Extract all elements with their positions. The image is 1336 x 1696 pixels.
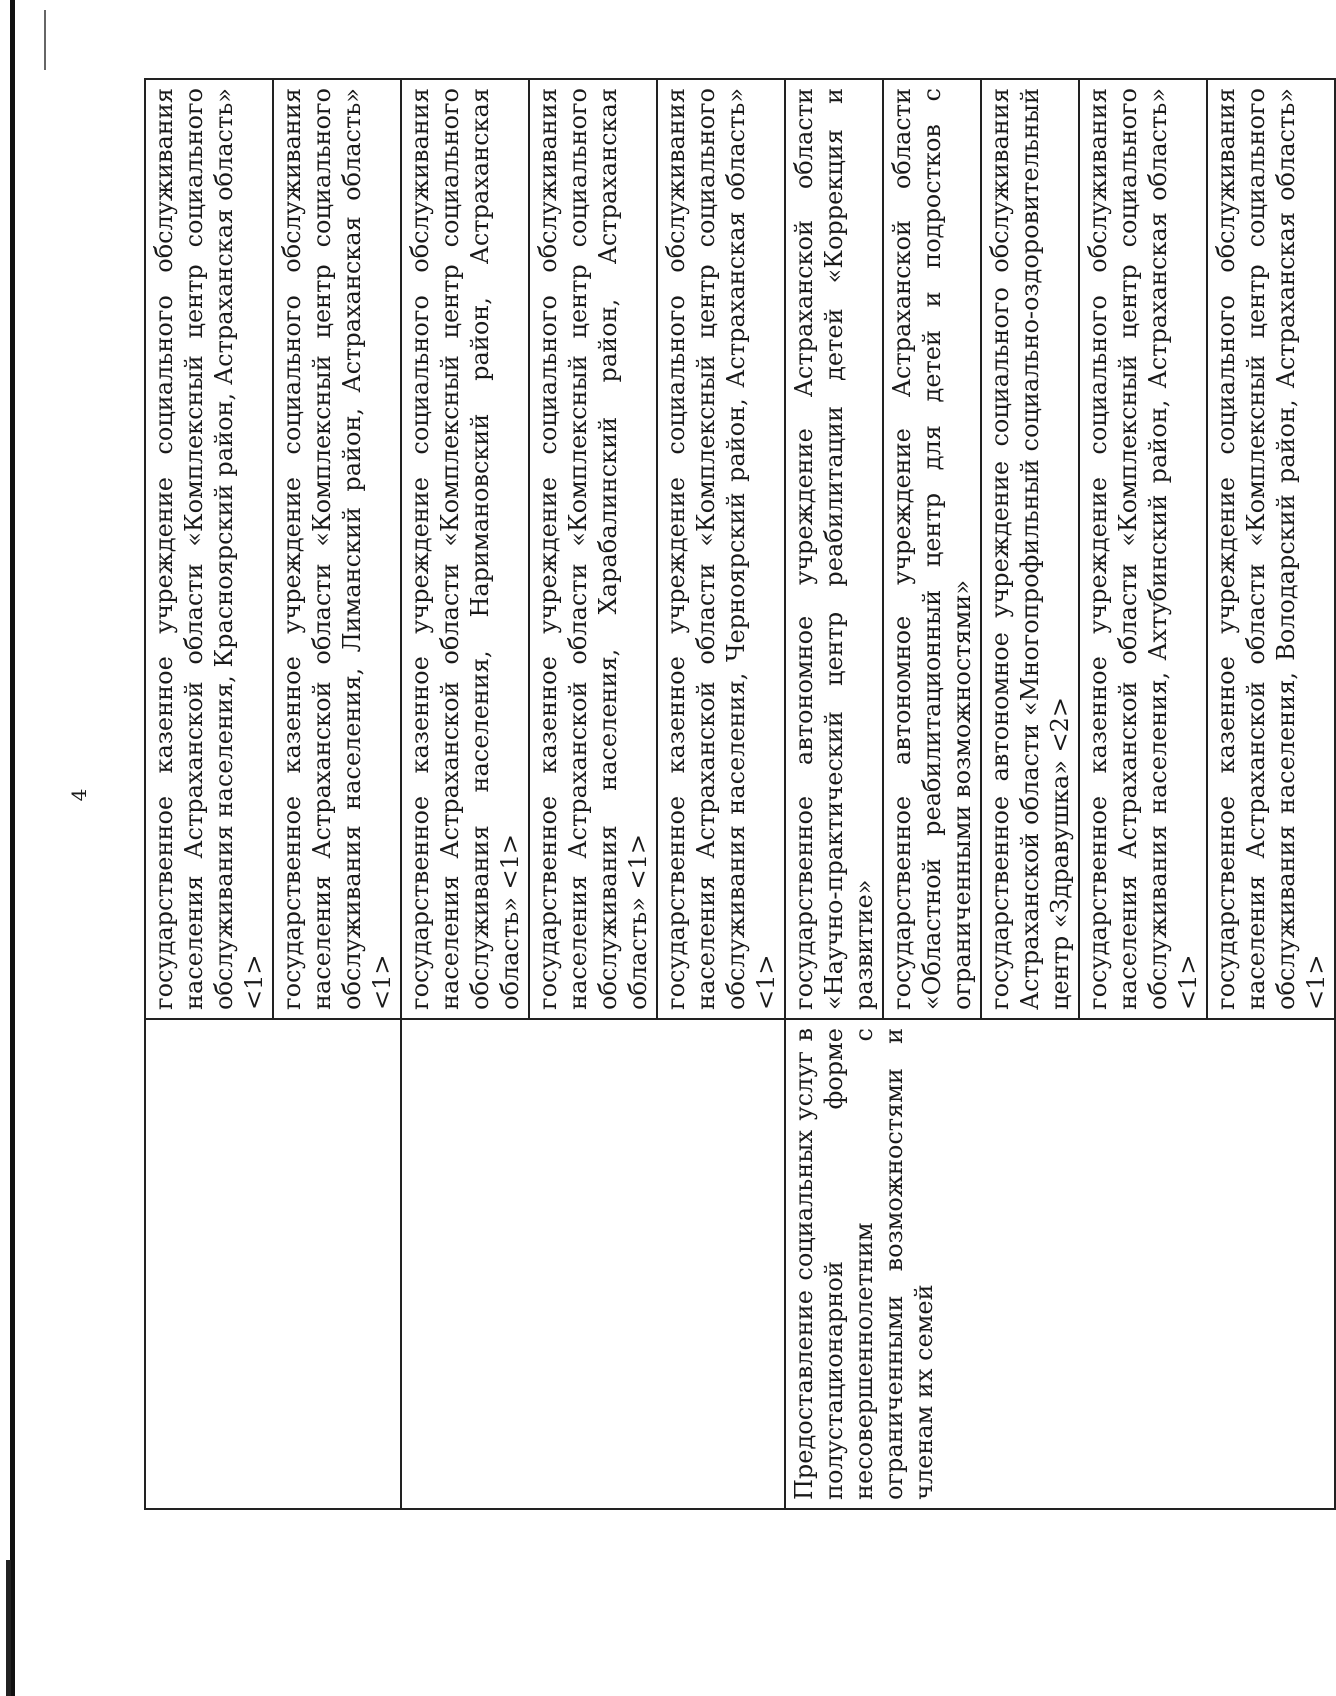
institution-cell: государственное казенное учреждение социального обслуживания населения Астраханской области «Комплексный центр социального обслуживания населения, Лиманский район, Астраханская область» <1> [273,79,401,1019]
institution-cell: государственное казенное учреждение социального обслуживания населения Астраханской области «Комплексный центр социального обслуживания населения, Красноярский район, Астраханская область» <1> [145,79,273,1019]
institution-cell: государственное автономное учреждение Астраханской области «Научно-практический центр реабилитации детей «Коррекция и развитие» [785,79,883,1019]
table-row [145,79,273,1509]
institution-cell: государственное казенное учреждение социального обслуживания населения Астраханской области «Комплексный центр социального обслуживания населения, Ахтубинский район, Астраханская область» <1> [1079,79,1207,1019]
institution-cell: государственное казенное учреждение социального обслуживания населения Астраханской области «Комплексный центр социального обслуживания населения, Наримановский район, Астраханская область» <1> [401,79,529,1019]
institution-cell: государственное казенное учреждение социального обслуживания населения Астраханской области «Комплексный центр социального обслуживания населения, Черноярский район, Астраханская область» <1> [657,79,785,1019]
service-cell [145,1019,401,1509]
service-cell: Предоставление социальных услуг в полустационарной форме несовершеннолетним с ограниченными возможностями и членам их семей [785,1019,1335,1509]
institution-cell: государственное автономное учреждение Астраханской области «Областной реабилитационный центр для детей и подростков с ограниченными возможностями» [883,79,981,1019]
page-number: 4 [67,788,91,802]
institution-cell: государственное казенное учреждение социального обслуживания населения Астраханской области «Комплексный центр социального обслуживания населения, Володарский район, Астраханская область» <1> [1207,79,1335,1019]
table-row [785,79,883,1509]
services-table [144,78,1336,1510]
table-row [401,79,529,1509]
scan-edge-mark [44,10,46,70]
scan-edge-bottom [6,1560,11,1696]
scan-edge [10,0,15,1696]
institution-cell: государственное автономное учреждение социального обслуживания Астраханской области «Многопрофильный социально-оздоровительный центр «Здравушка» <2> [981,79,1079,1019]
institution-cell: государственное казенное учреждение социального обслуживания населения Астраханской области «Комплексный центр социального обслуживания населения, Харабалинский район, Астраханская область» <1> [529,79,657,1019]
service-cell [401,1019,785,1509]
rotated-page [67,80,1330,1510]
